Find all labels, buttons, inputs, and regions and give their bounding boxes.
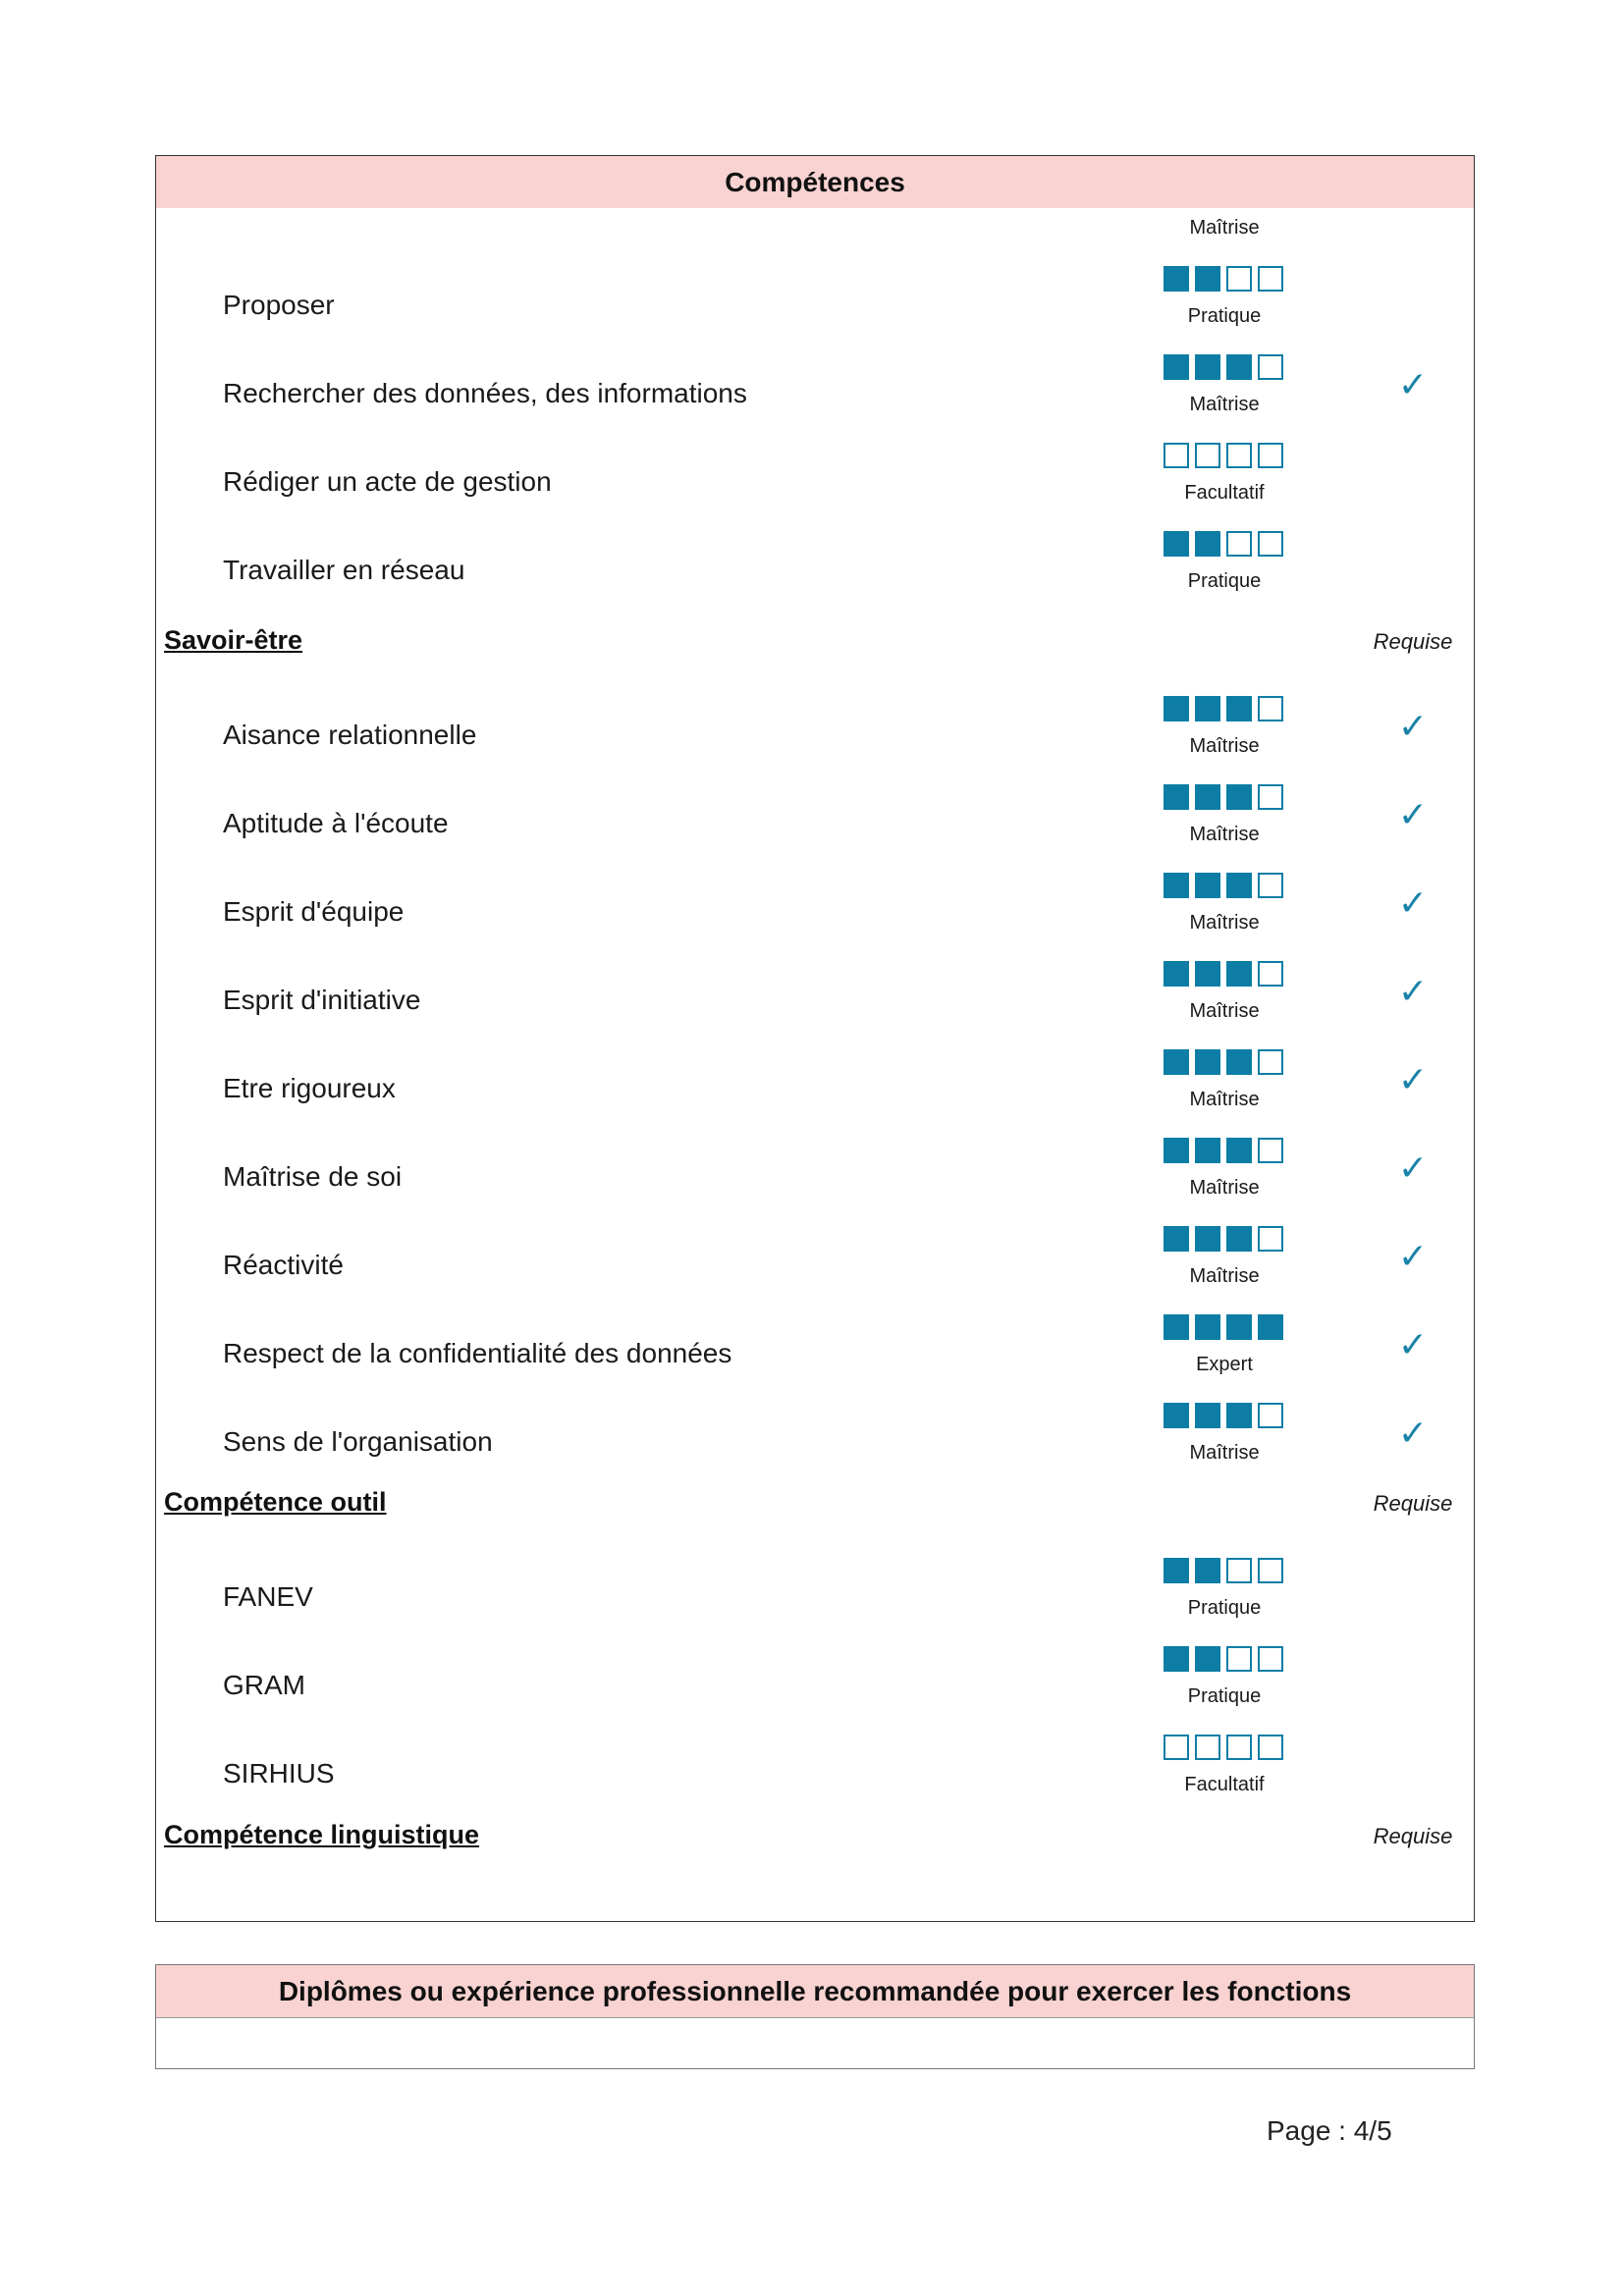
level-square-filled — [1258, 1314, 1283, 1340]
level-squares — [1164, 784, 1287, 810]
skill-label: SIRHIUS — [223, 1758, 335, 1789]
check-icon: ✓ — [1397, 1324, 1429, 1364]
level-square-filled — [1195, 1403, 1220, 1428]
competences-header: Compétences — [156, 156, 1474, 208]
competences-section — [155, 155, 1475, 1922]
required-label: Requise — [1373, 629, 1453, 654]
level-square-filled — [1164, 1403, 1189, 1428]
level-square-empty — [1258, 1735, 1283, 1760]
level-squares — [1164, 266, 1287, 292]
level-square-filled — [1226, 1403, 1252, 1428]
skill-row — [156, 961, 1474, 1049]
level-square-empty — [1164, 443, 1189, 468]
level-square-filled — [1164, 1226, 1189, 1252]
level-label: Pratique — [1187, 570, 1262, 592]
skill-label: Aptitude à l'écoute — [223, 808, 449, 838]
skill-row — [156, 873, 1474, 961]
level-square-filled — [1164, 873, 1189, 898]
skill-label: Proposer — [223, 290, 335, 320]
level-squares — [1164, 1226, 1287, 1252]
level-label: Maîtrise — [1189, 1442, 1260, 1464]
skill-label: Maîtrise de soi — [223, 1161, 403, 1192]
check-icon: ✓ — [1397, 706, 1429, 746]
level-square-empty — [1195, 1735, 1220, 1760]
section-heading: Compétence linguistique — [164, 1820, 480, 1849]
level-squares — [1164, 873, 1287, 898]
diplomes-header: Diplômes ou expérience professionnelle recommandée pour exercer les fonctions — [156, 1965, 1474, 2018]
level-square-empty — [1258, 1403, 1283, 1428]
required-label: Requise — [1373, 1491, 1453, 1516]
level-squares — [1164, 1558, 1287, 1583]
level-squares — [1164, 961, 1287, 987]
level-square-empty — [1195, 443, 1220, 468]
level-square-empty — [1226, 266, 1252, 292]
skill-label: Aisance relationnelle — [223, 720, 477, 750]
required-label: Requise — [1373, 1824, 1453, 1848]
level-square-filled — [1226, 961, 1252, 987]
level-label: Maîtrise — [1189, 394, 1260, 415]
level-square-empty — [1226, 1558, 1252, 1583]
level-squares — [1164, 696, 1287, 721]
level-square-filled — [1164, 784, 1189, 810]
level-squares — [1164, 1138, 1287, 1163]
skill-row — [156, 1314, 1474, 1403]
level-square-filled — [1226, 784, 1252, 810]
skill-row — [156, 1735, 1474, 1823]
level-label: Maîtrise — [1189, 824, 1260, 845]
level-squares — [1164, 443, 1287, 468]
level-square-empty — [1258, 266, 1283, 292]
skill-row — [156, 531, 1474, 619]
skill-row — [156, 354, 1474, 443]
level-square-filled — [1195, 266, 1220, 292]
skill-row — [156, 1558, 1474, 1646]
check-icon: ✓ — [1397, 794, 1429, 834]
level-square-filled — [1226, 1226, 1252, 1252]
level-square-empty — [1226, 443, 1252, 468]
skill-label: FANEV — [223, 1581, 313, 1612]
skill-row — [156, 1049, 1474, 1138]
level-label: Maîtrise — [1189, 912, 1260, 934]
level-squares — [1164, 354, 1287, 380]
level-square-filled — [1164, 354, 1189, 380]
level-label: Maîtrise — [1189, 217, 1260, 239]
check-icon: ✓ — [1397, 971, 1429, 1011]
skill-row — [156, 784, 1474, 873]
level-square-empty — [1258, 531, 1283, 557]
level-square-filled — [1195, 696, 1220, 721]
diplomes-section — [155, 1964, 1475, 2069]
level-label: Maîtrise — [1189, 1177, 1260, 1199]
skill-label: Rechercher des données, des informations — [223, 378, 747, 408]
level-label: Pratique — [1187, 1597, 1262, 1619]
skill-row — [156, 1646, 1474, 1735]
level-square-filled — [1164, 696, 1189, 721]
level-square-filled — [1195, 1138, 1220, 1163]
level-label: Maîtrise — [1189, 735, 1260, 757]
skill-label: Esprit d'équipe — [223, 896, 405, 927]
skill-label: Travailler en réseau — [223, 555, 465, 585]
level-squares — [1164, 1403, 1287, 1428]
level-square-filled — [1195, 873, 1220, 898]
check-icon: ✓ — [1397, 1059, 1429, 1099]
level-square-filled — [1226, 1138, 1252, 1163]
level-square-filled — [1164, 1049, 1189, 1075]
skill-label: Rédiger un acte de gestion — [223, 466, 552, 497]
section-heading: Savoir-être — [164, 625, 303, 655]
level-square-empty — [1258, 1049, 1283, 1075]
check-icon: ✓ — [1397, 1236, 1429, 1276]
level-square-empty — [1258, 873, 1283, 898]
skill-row — [156, 1138, 1474, 1226]
level-label: Facultatif — [1184, 482, 1265, 504]
level-square-empty — [1226, 1735, 1252, 1760]
level-label: Pratique — [1187, 305, 1262, 327]
level-square-empty — [1258, 1226, 1283, 1252]
check-icon: ✓ — [1397, 364, 1429, 404]
level-label: Maîtrise — [1189, 1265, 1260, 1287]
check-icon: ✓ — [1397, 1413, 1429, 1453]
level-square-filled — [1164, 1314, 1189, 1340]
level-square-filled — [1164, 1558, 1189, 1583]
level-label: Maîtrise — [1189, 1089, 1260, 1110]
level-square-filled — [1195, 1314, 1220, 1340]
page-number: Page : 4/5 — [1267, 2115, 1392, 2146]
level-squares — [1164, 1049, 1287, 1075]
level-square-filled — [1195, 354, 1220, 380]
skill-row — [156, 1226, 1474, 1314]
level-square-filled — [1164, 1138, 1189, 1163]
level-square-empty — [1258, 1646, 1283, 1672]
level-square-filled — [1164, 1646, 1189, 1672]
section-heading: Compétence outil — [164, 1487, 387, 1517]
level-square-filled — [1195, 1226, 1220, 1252]
skill-row — [156, 1403, 1474, 1491]
skill-row — [156, 443, 1474, 531]
level-square-empty — [1258, 784, 1283, 810]
level-square-filled — [1226, 1049, 1252, 1075]
level-square-filled — [1195, 1646, 1220, 1672]
level-squares — [1164, 531, 1287, 557]
skill-label: Sens de l'organisation — [223, 1426, 493, 1457]
skill-label: Etre rigoureux — [223, 1073, 396, 1103]
skill-row — [156, 696, 1474, 784]
level-square-filled — [1226, 873, 1252, 898]
level-squares — [1164, 1646, 1287, 1672]
level-square-filled — [1195, 1558, 1220, 1583]
level-label: Expert — [1196, 1354, 1253, 1375]
level-square-empty — [1258, 1558, 1283, 1583]
level-square-filled — [1226, 696, 1252, 721]
level-square-filled — [1164, 961, 1189, 987]
level-square-empty — [1258, 1138, 1283, 1163]
level-square-filled — [1226, 1314, 1252, 1340]
level-square-filled — [1195, 1049, 1220, 1075]
level-square-empty — [1258, 696, 1283, 721]
skill-label: GRAM — [223, 1670, 305, 1700]
level-label: Pratique — [1187, 1685, 1262, 1707]
skill-row — [156, 266, 1474, 354]
level-square-empty — [1258, 354, 1283, 380]
check-icon: ✓ — [1397, 1148, 1429, 1188]
level-square-empty — [1226, 1646, 1252, 1672]
check-icon: ✓ — [1397, 882, 1429, 923]
level-squares — [1164, 1314, 1287, 1340]
level-square-empty — [1258, 961, 1283, 987]
level-square-empty — [1164, 1735, 1189, 1760]
level-square-filled — [1164, 531, 1189, 557]
level-square-empty — [1258, 443, 1283, 468]
level-square-filled — [1195, 961, 1220, 987]
level-squares — [1164, 1735, 1287, 1760]
level-square-empty — [1226, 531, 1252, 557]
level-square-filled — [1195, 784, 1220, 810]
skill-label: Respect de la confidentialité des données — [223, 1338, 732, 1368]
level-square-filled — [1164, 266, 1189, 292]
skill-label: Réactivité — [223, 1250, 344, 1280]
skill-label: Esprit d'initiative — [223, 985, 421, 1015]
level-label: Maîtrise — [1189, 1000, 1260, 1022]
level-square-filled — [1226, 354, 1252, 380]
level-label: Facultatif — [1184, 1774, 1265, 1795]
level-square-filled — [1195, 531, 1220, 557]
